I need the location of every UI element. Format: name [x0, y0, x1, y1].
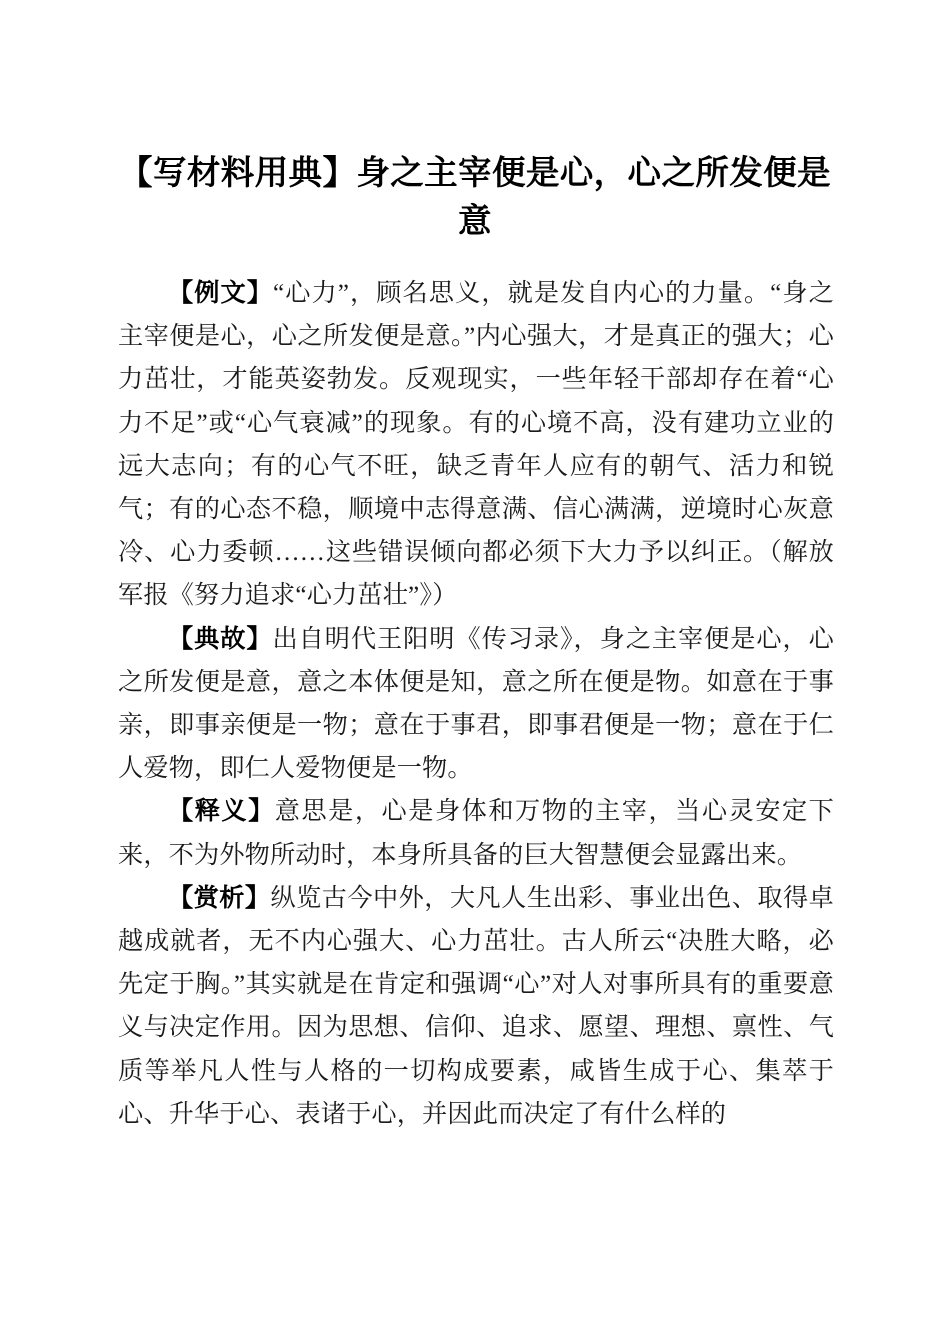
section-marker-definition: 【释义】 [168, 798, 275, 826]
section-marker-appreciation: 【赏析】 [168, 884, 271, 912]
section-text-definition: 意思是，心是身体和万物的主宰，当心灵安定下来，不为外物所动时，本身所具备的巨大智慧便会显露出来。 [118, 798, 834, 869]
paragraph-appreciation [118, 877, 834, 1136]
section-marker-allusion: 【典故】 [168, 625, 273, 653]
paragraph-allusion [118, 618, 834, 791]
section-text-example: “心力”，顾名思义，就是发自内心的力量。“身之主宰便是心，心之所发便是意。”内心强大，才是真正的强大；心力茁壮，才能英姿勃发。反观现实，一些年轻干部却存在着“心力不足”或“心气衰减”的现象。有的心境不高，没有建功立业的远大志向；有的心气不旺，缺乏青年人应有的朝气、活力和锐气；有的心态不稳，顺境中志得意满、信心满满，逆境时心灰意冷、心力委顿……这些错误倾向都必须下大力予以纠正。（解放军报《努力追求“心力茁壮”》） [118, 280, 834, 610]
document-body [118, 272, 834, 1136]
paragraph-definition [118, 790, 834, 876]
section-text-appreciation: 纵览古今中外，大凡人生出彩、事业出色、取得卓越成就者，无不内心强大、心力茁壮。古人所云“决胜大略，必先定于胸。”其实就是在肯定和强调“心”对人对事所具有的重要意义与决定作用。因为思想、信仰、追求、愿望、理想、禀性、气质等举凡人性与人格的一切构成要素，咸皆生成于心、集萃于心、升华于心、表诸于心，并因此而决定了有什么样的 [118, 884, 834, 1128]
page-title: 【写材料用典】身之主宰便是心，心之所发便是意 [119, 155, 831, 241]
section-marker-example: 【例文】 [168, 280, 274, 307]
paragraph-example [118, 272, 834, 618]
section-text-allusion: 出自明代王阳明《传习录》，身之主宰便是心，心之所发便是意，意之本体便是知，意之所在便是物。如意在于事亲，即事亲便是一物；意在于事君，即事君便是一物；意在于仁人爱物，即仁人爱物便是一物。 [118, 625, 834, 783]
